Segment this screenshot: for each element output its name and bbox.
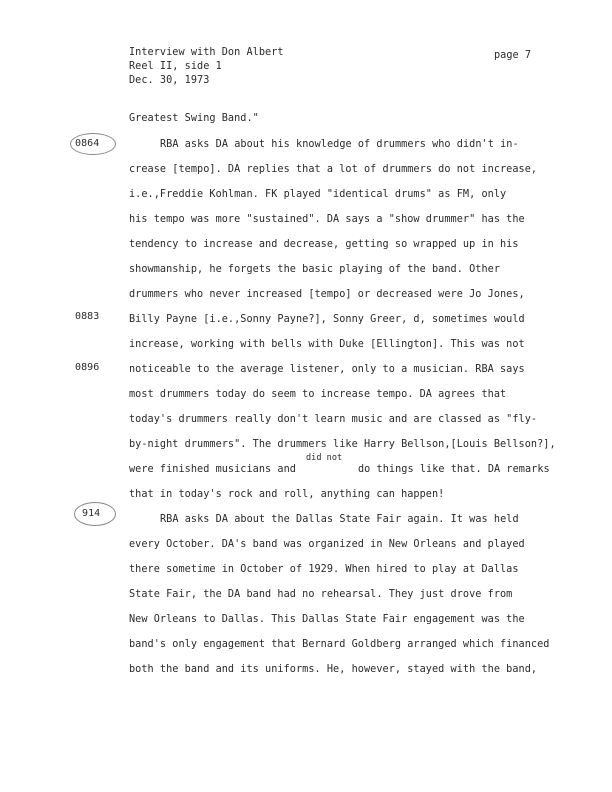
text-line: RBA asks DA about the Dallas State Fair again. It was held — [160, 514, 519, 525]
header-date: Dec. 30, 1973 — [129, 75, 210, 86]
text-line: his tempo was more "sustained". DA says a "show drummer" has the — [129, 214, 525, 225]
insertion-note: did not — [306, 453, 343, 463]
text-line: were finished musicians and — [129, 464, 296, 475]
text-line: both the band and its uniforms. He, however, stayed with the band, — [129, 664, 538, 675]
text-line: there sometime in October of 1929. When hired to play at Dallas — [129, 564, 519, 575]
text-line: noticeable to the average listener, only to a musician. RBA says — [129, 364, 525, 375]
text-line: every October. DA's band was organized in New Orleans and played — [129, 539, 525, 550]
text-line: crease [tempo]. DA replies that a lot of drummers do not increase, — [129, 164, 538, 175]
text-line: today's drummers really don't learn music and are classed as "fly- — [129, 414, 538, 425]
margin-number: 0896 — [75, 362, 100, 373]
text-line: drummers who never increased [tempo] or decreased were Jo Jones, — [129, 289, 525, 300]
text-line: tendency to increase and decrease, getting so wrapped up in his — [129, 239, 519, 250]
text-line: band's only engagement that Bernard Goldberg arranged which financed — [129, 639, 550, 650]
header-reel: Reel II, side 1 — [129, 61, 222, 72]
header-title: Interview with Don Albert — [129, 47, 284, 58]
text-line: i.e.,Freddie Kohlman. FK played "identical drums" as FM, only — [129, 189, 507, 200]
margin-number: 0883 — [75, 311, 100, 322]
text-line: showmanship, he forgets the basic playing of the band. Other — [129, 264, 501, 275]
text-line: State Fair, the DA band had no rehearsal. They just drove from — [129, 589, 513, 600]
text-line: Billy Payne [i.e.,Sonny Payne?], Sonny Greer, d, sometimes would — [129, 314, 525, 325]
text-line: New Orleans to Dallas. This Dallas State Fair engagement was the — [129, 614, 525, 625]
margin-number: 914 — [82, 508, 101, 519]
page-number: page 7 — [494, 50, 532, 61]
text-line: Greatest Swing Band." — [129, 113, 259, 124]
text-line: RBA asks DA about his knowledge of drummers who didn't in- — [160, 139, 519, 150]
margin-number: 0864 — [75, 138, 100, 149]
text-line: do things like that. DA remarks — [358, 464, 550, 475]
text-line: by-night drummers". The drummers like Harry Bellson,[Louis Bellson?], — [129, 439, 556, 450]
text-line: most drummers today do seem to increase tempo. DA agrees that — [129, 389, 507, 400]
text-line: that in today's rock and roll, anything can happen! — [129, 489, 445, 500]
text-line: increase, working with bells with Duke [Ellington]. This was not — [129, 339, 525, 350]
